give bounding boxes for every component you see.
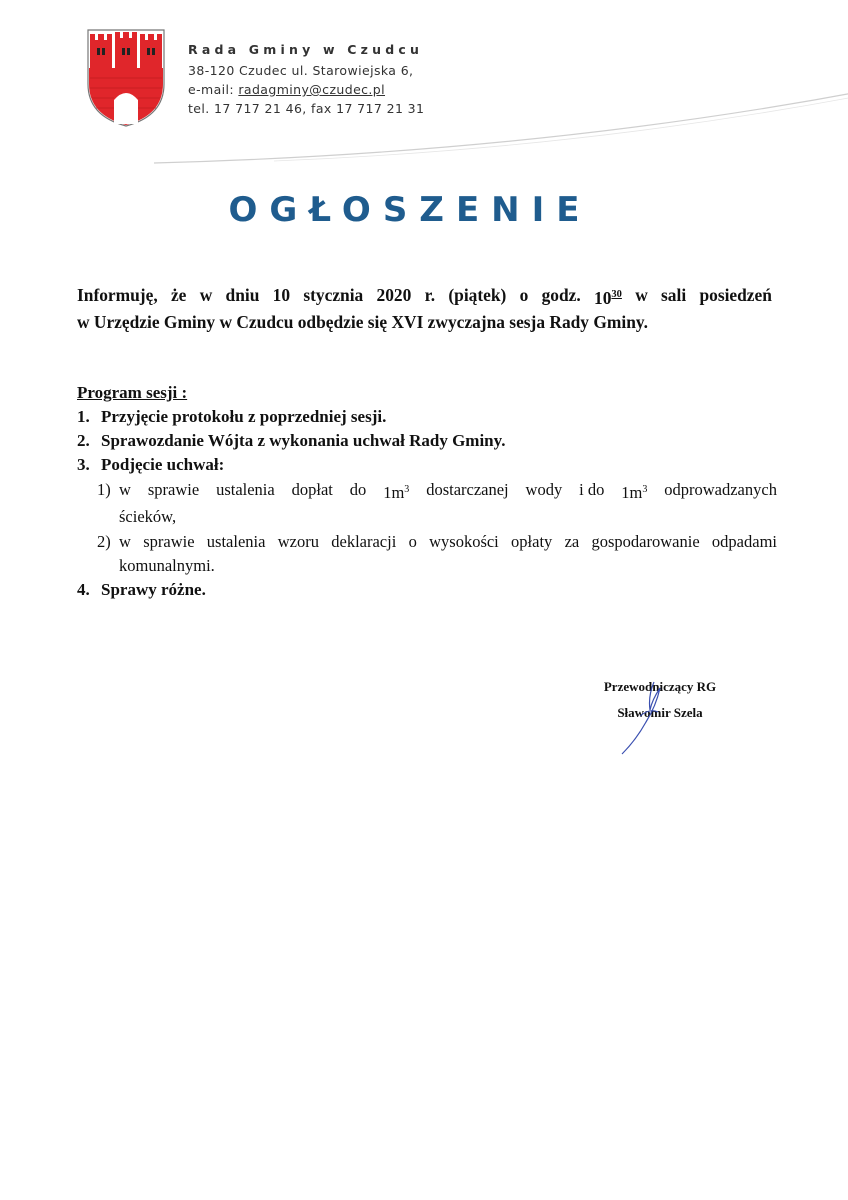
word: że — [170, 285, 187, 305]
word: stycznia — [303, 285, 364, 305]
announcement-paragraph — [77, 283, 772, 334]
subitem-line-2: ścieków, — [119, 507, 177, 526]
item-number: 3. — [77, 455, 90, 474]
word: w — [635, 285, 648, 305]
unit-exponent: 3 — [404, 484, 410, 495]
program-subitem — [77, 530, 777, 578]
unit-base: 1m — [383, 483, 405, 502]
page-title: OGŁOSZENIE — [228, 190, 592, 230]
program-item — [77, 429, 777, 453]
word: i do — [579, 480, 605, 499]
time-minutes: 30 — [611, 289, 622, 300]
program-item — [77, 405, 777, 429]
announcement-line-1 — [77, 283, 772, 310]
org-address: 38-120 Czudec ul. Starowiejska 6, — [188, 63, 414, 78]
word: godz. — [541, 285, 581, 305]
word: dniu — [225, 285, 260, 305]
word: r. — [424, 285, 436, 305]
subitem-number: 2) — [97, 532, 111, 551]
handwritten-signature-icon — [610, 676, 670, 756]
program-item — [77, 578, 777, 602]
word: ustalenia — [216, 480, 275, 499]
item-text: Sprawozdanie Wójta z wykonania uchwał Rady Gminy. — [101, 431, 506, 450]
session-time — [594, 283, 622, 310]
item-number: 2. — [77, 431, 90, 450]
subitem-line-1 — [119, 478, 777, 505]
email-link[interactable]: radagminy@czudec.pl — [238, 82, 386, 97]
word: sali — [661, 285, 687, 305]
word: dostarczanej — [426, 480, 509, 499]
subitem-number: 1) — [97, 480, 111, 499]
item-text: Sprawy różne. — [101, 580, 206, 599]
word: do — [349, 480, 367, 499]
word: (piątek) — [448, 285, 507, 305]
org-phone: tel. 17 717 21 46, fax 17 717 21 31 — [188, 101, 425, 116]
announcement-line-2: w Urzędzie Gminy w Czudcu odbędzie się XVI zwyczajna sesja Rady Gminy. — [77, 312, 648, 332]
session-program — [77, 381, 777, 602]
subitem-line-1: w sprawie ustalenia wzoru deklaracji o wysokości opłaty za gospodarowanie odpadami — [119, 532, 777, 551]
word: w — [199, 285, 213, 305]
item-text: Przyjęcie protokołu z poprzedniej sesji. — [101, 407, 387, 426]
signatory-title: Przewodniczący RG — [603, 679, 717, 694]
word: dopłat — [291, 480, 333, 499]
word: 2020 — [376, 285, 412, 305]
program-item — [77, 453, 777, 477]
item-number: 1. — [77, 407, 90, 426]
item-number: 4. — [77, 580, 90, 599]
program-subitem — [77, 478, 777, 529]
signatory-name: Sławomir Szela — [617, 705, 703, 720]
word: wody — [525, 480, 563, 499]
word: 10 — [272, 285, 291, 305]
subitem-line-2: komunalnymi. — [119, 556, 215, 575]
word: posiedzeń — [699, 285, 772, 305]
unit — [621, 478, 647, 505]
unit-exponent: 3 — [642, 484, 648, 495]
letterhead — [84, 26, 784, 146]
letterhead-swoosh-line — [154, 81, 848, 171]
unit-base: 1m — [621, 483, 643, 502]
word: sprawie — [147, 480, 200, 499]
item-text: Podjęcie uchwał: — [101, 455, 225, 474]
email-prefix: e-mail: — [188, 82, 239, 97]
word: odprowadzanych — [664, 480, 777, 499]
unit — [383, 478, 409, 505]
word: o — [519, 285, 529, 305]
time-hour: 10 — [594, 288, 612, 308]
program-title: Program sesji : — [77, 383, 188, 402]
word: Informuję, — [77, 285, 158, 305]
word: w — [119, 480, 131, 499]
org-name: Rada Gminy w Czudcu — [188, 42, 424, 57]
